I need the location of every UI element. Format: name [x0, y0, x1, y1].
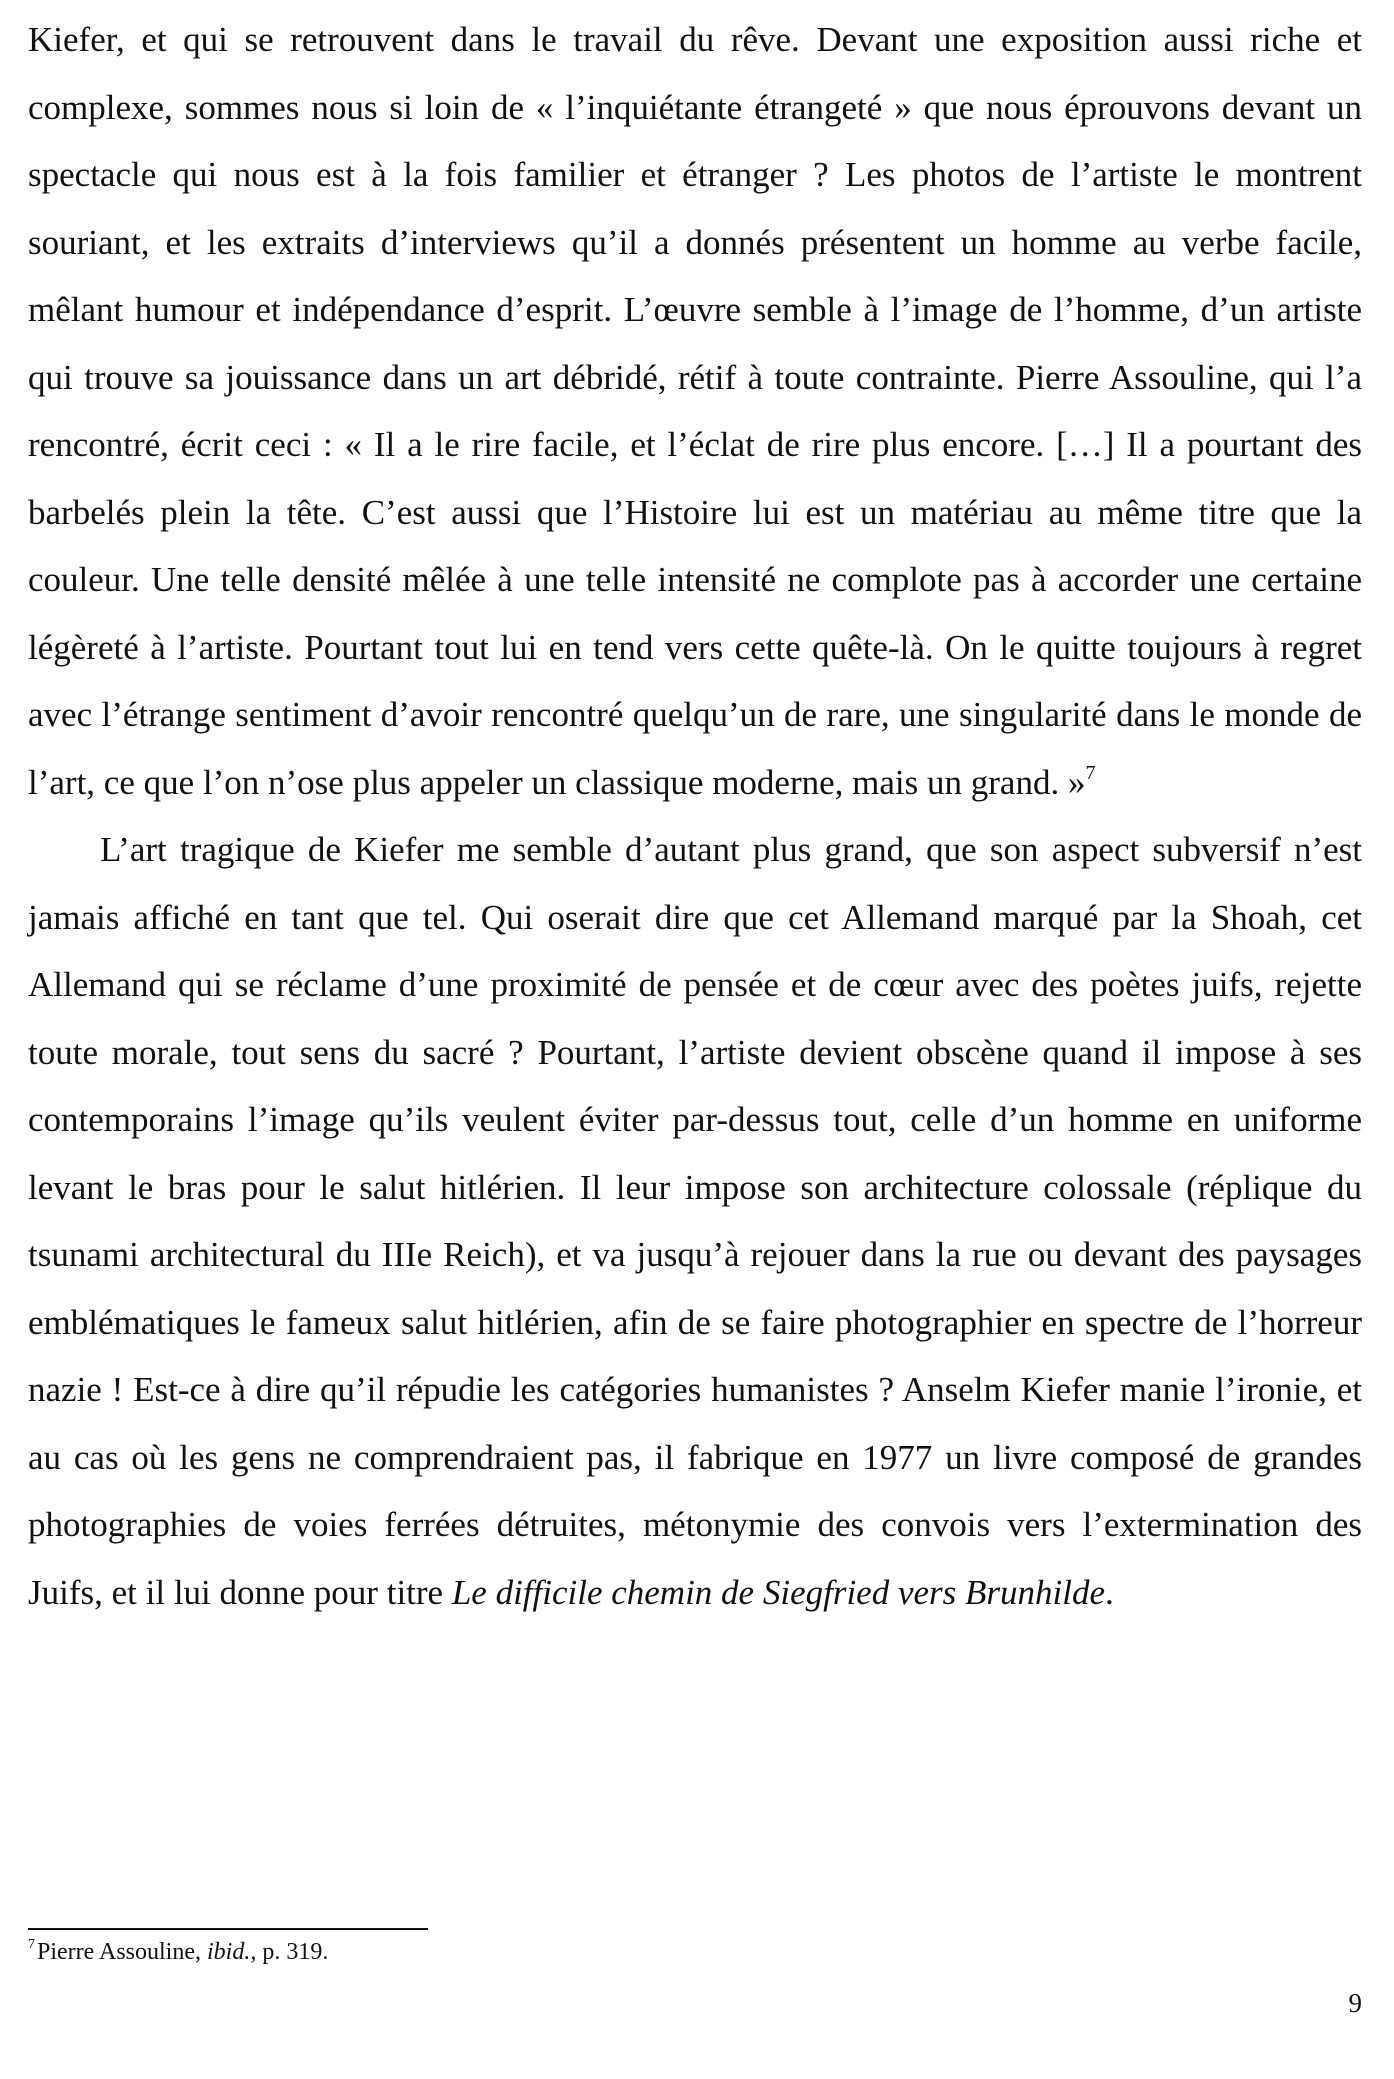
- footnote-author: Pierre Assouline,: [37, 1939, 207, 1965]
- paragraph-1-text: Kiefer, et qui se retrouvent dans le travail du rêve. Devant une exposition aussi riche et complexe, sommes nous si loin de « l’inquiétante étrangeté » que nous éprouvons devant un spectacle qui nous est à la fois familier et étranger ? Les photos de l’artiste le montrent souriant, et les extraits d’interviews qu’il a donnés présentent un homme au verbe facile, mêlant humour et indépendance d’esprit. L’œuvre semble à l’image de l’homme, d’un artiste qui trouve sa jouissance dans un art débridé, rétif à toute contrainte. Pierre Assouline, qui l’a rencontré, écrit ceci : « Il a le rire facile, et l’éclat de rire plus encore. […] Il a pourtant des barbelés plein la tête. C’est aussi que l’Histoire lui est un matériau au même titre que la couleur. Une telle densité mêlée à une telle intensité ne complote pas à accorder une certaine légèreté à l’artiste. Pourtant tout lui en tend vers cette quête-là. On le quitte toujours à regret avec l’étrange sentiment d’avoir rencontré quelqu’un de rare, une singularité dans le monde de l’art, ce que l’on n’ose plus appeler un classique moderne, mais un grand. »: [28, 20, 1362, 802]
- page-number: 9: [1348, 1988, 1362, 2018]
- footnote-7: [28, 1937, 1228, 1967]
- footnote-page-ref: , p. 319.: [250, 1939, 329, 1965]
- footnote-number: 7: [28, 1937, 35, 1952]
- paragraph-2-text: L’art tragique de Kiefer me semble d’autant plus grand, que son aspect subversif n’est jamais affiché en tant que tel. Qui oserait dire que cet Allemand marqué par la Shoah, cet Allemand qui se réclame d’une proximité de pensée et de cœur avec des poètes juifs, rejette toute morale, tout sens du sacré ? Pourtant, l’artiste devient obscène quand il impose à ses contemporains l’image qu’ils veulent éviter par-dessus tout, celle d’un homme en uniforme levant le bras pour le salut hitlérien. Il leur impose son architecture colossale (réplique du tsunami architectural du IIIe Reich), et va jusqu’à rejouer dans la rue ou devant des paysages emblématiques le fameux salut hitlérien, afin de se faire photographier en spectre de l’horreur nazie ! Est-ce à dire qu’il répudie les catégories humanistes ? Anselm Kiefer manie l’ironie, et au cas où les gens ne comprendraient pas, il fabrique en 1977 un livre composé de grandes photographies de voies ferrées détruites, métonymie des convois vers l’extermination des Juifs, et il lui donne pour titre: [28, 830, 1362, 1612]
- paragraph-2-end: .: [1105, 1572, 1114, 1612]
- footnote-reference-7: 7: [1085, 761, 1096, 784]
- paragraph-continuation: [28, 6, 1362, 816]
- body-text: [28, 6, 1362, 1626]
- book-title-italic: Le difficile chemin de Siegfried vers Brunhilde: [451, 1572, 1106, 1612]
- footnote-ibid: ibid.: [206, 1939, 251, 1965]
- footnote-separator: [28, 1928, 428, 1930]
- paragraph-kiefer-tragic-art: [28, 816, 1362, 1626]
